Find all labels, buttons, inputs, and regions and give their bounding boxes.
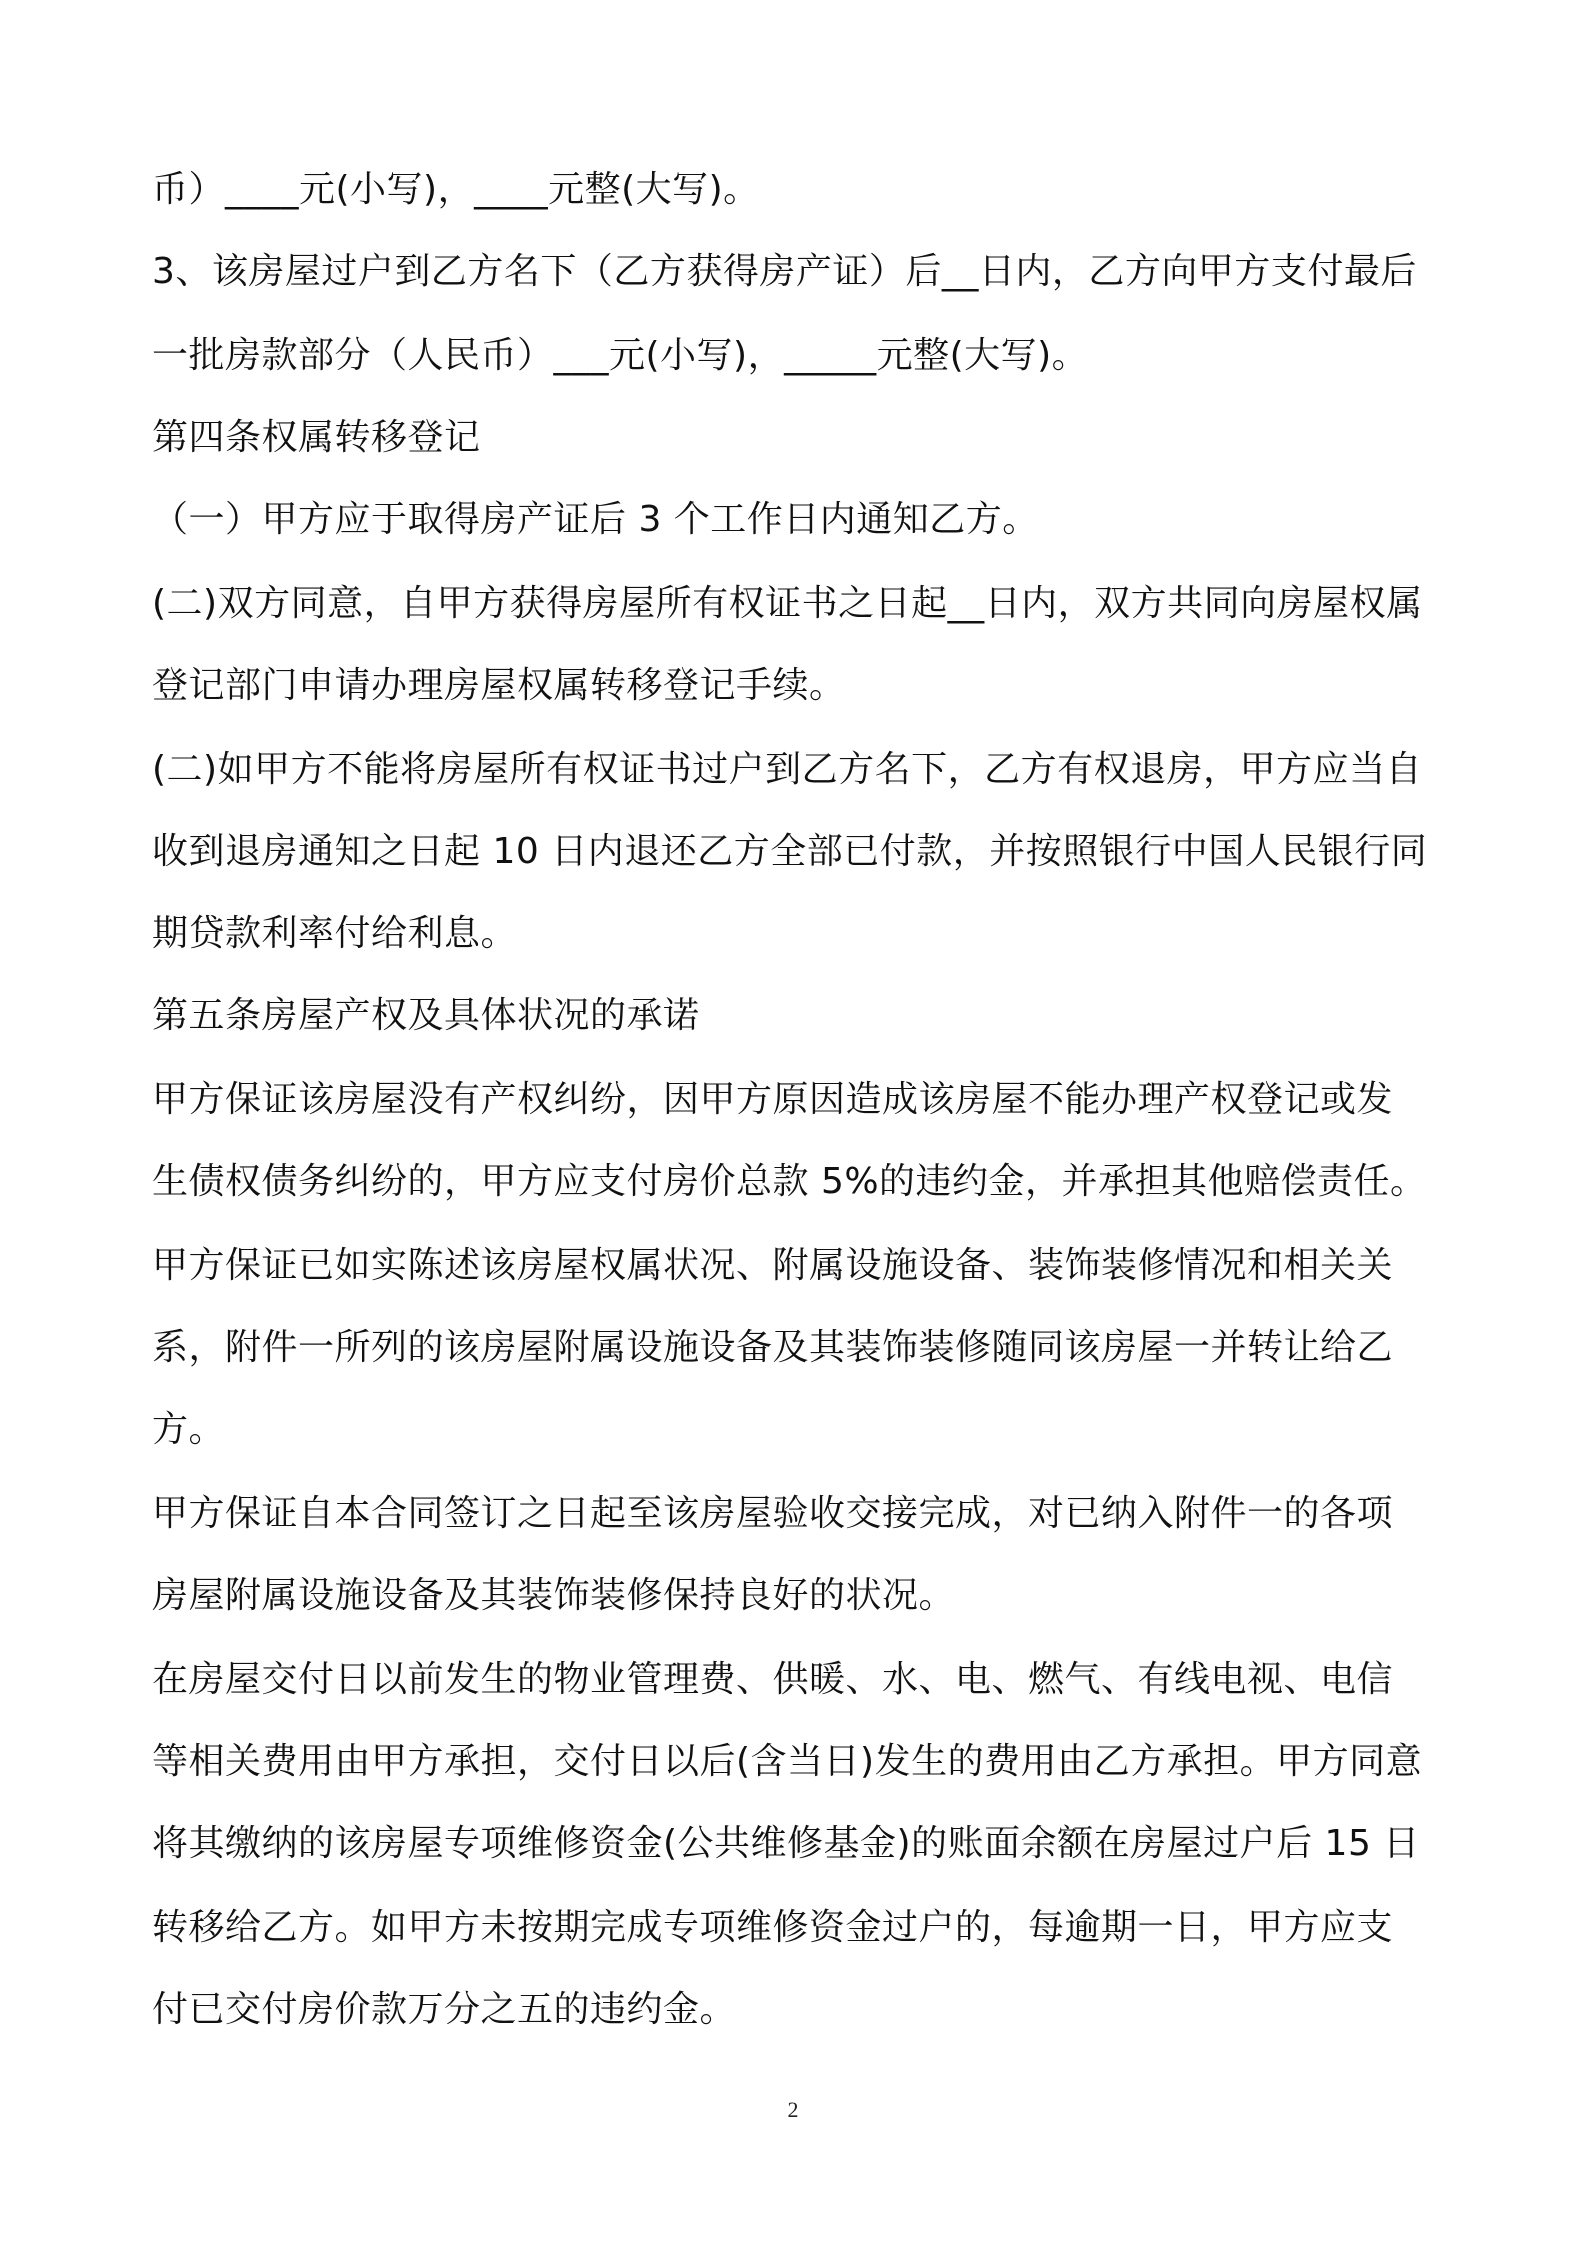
- text-line: 方。: [152, 1409, 226, 1450]
- text-line: 3、该房屋过户到乙方名下（乙方获得房产证）后__日内，乙方向甲方支付最后: [152, 251, 1417, 292]
- page-number: 2: [787, 2097, 799, 2122]
- section-heading: 第四条权属转移登记: [152, 417, 481, 458]
- text-line: 生债权债务纠纷的，甲方应支付房价总款 5%的违约金，并承担其他赔偿责任。: [152, 1161, 1427, 1202]
- section-heading: 第五条房屋产权及具体状况的承诺: [152, 995, 700, 1036]
- text-line: (二)双方同意，自甲方获得房屋所有权证书之日起__日内，双方共同向房屋权属: [152, 583, 1423, 624]
- text-line: 收到退房通知之日起 10 日内退还乙方全部已付款，并按照银行中国人民银行同: [152, 831, 1428, 872]
- text-line: 转移给乙方。如甲方未按期完成专项维修资金过户的，每逾期一日，甲方应支: [152, 1907, 1394, 1948]
- text-line: 系，附件一所列的该房屋附属设施设备及其装饰装修随同该房屋一并转让给乙: [152, 1327, 1394, 1368]
- text-line: 币）____元(小写)，____元整(大写)。: [152, 169, 760, 210]
- text-line: 甲方保证该房屋没有产权纠纷，因甲方原因造成该房屋不能办理产权登记或发: [152, 1079, 1394, 1120]
- text-line: 甲方保证自本合同签订之日起至该房屋验收交接完成，对已纳入附件一的各项: [152, 1493, 1394, 1534]
- text-line: 登记部门申请办理房屋权属转移登记手续。: [152, 665, 846, 706]
- text-line: （一）甲方应于取得房产证后 3 个工作日内通知乙方。: [152, 499, 1039, 540]
- text-line: 期贷款利率付给利息。: [152, 913, 518, 954]
- text-line: 房屋附属设施设备及其装饰装修保持良好的状况。: [152, 1575, 956, 1616]
- text-line: 在房屋交付日以前发生的物业管理费、供暖、水、电、燃气、有线电视、电信: [152, 1659, 1394, 1700]
- text-line: 甲方保证已如实陈述该房屋权属状况、附属设施设备、装饰装修情况和相关关: [152, 1245, 1394, 1286]
- text-line: 付已交付房价款万分之五的违约金。: [152, 1989, 737, 2030]
- text-line: 一批房款部分（人民币）___元(小写)，_____元整(大写)。: [152, 335, 1089, 376]
- text-line: 将其缴纳的该房屋专项维修资金(公共维修基金)的账面余额在房屋过户后 15 日: [152, 1823, 1420, 1864]
- text-line: 等相关费用由甲方承担，交付日以后(含当日)发生的费用由乙方承担。甲方同意: [152, 1741, 1423, 1782]
- text-line: (二)如甲方不能将房屋所有权证书过户到乙方名下，乙方有权退房，甲方应当自: [152, 749, 1423, 790]
